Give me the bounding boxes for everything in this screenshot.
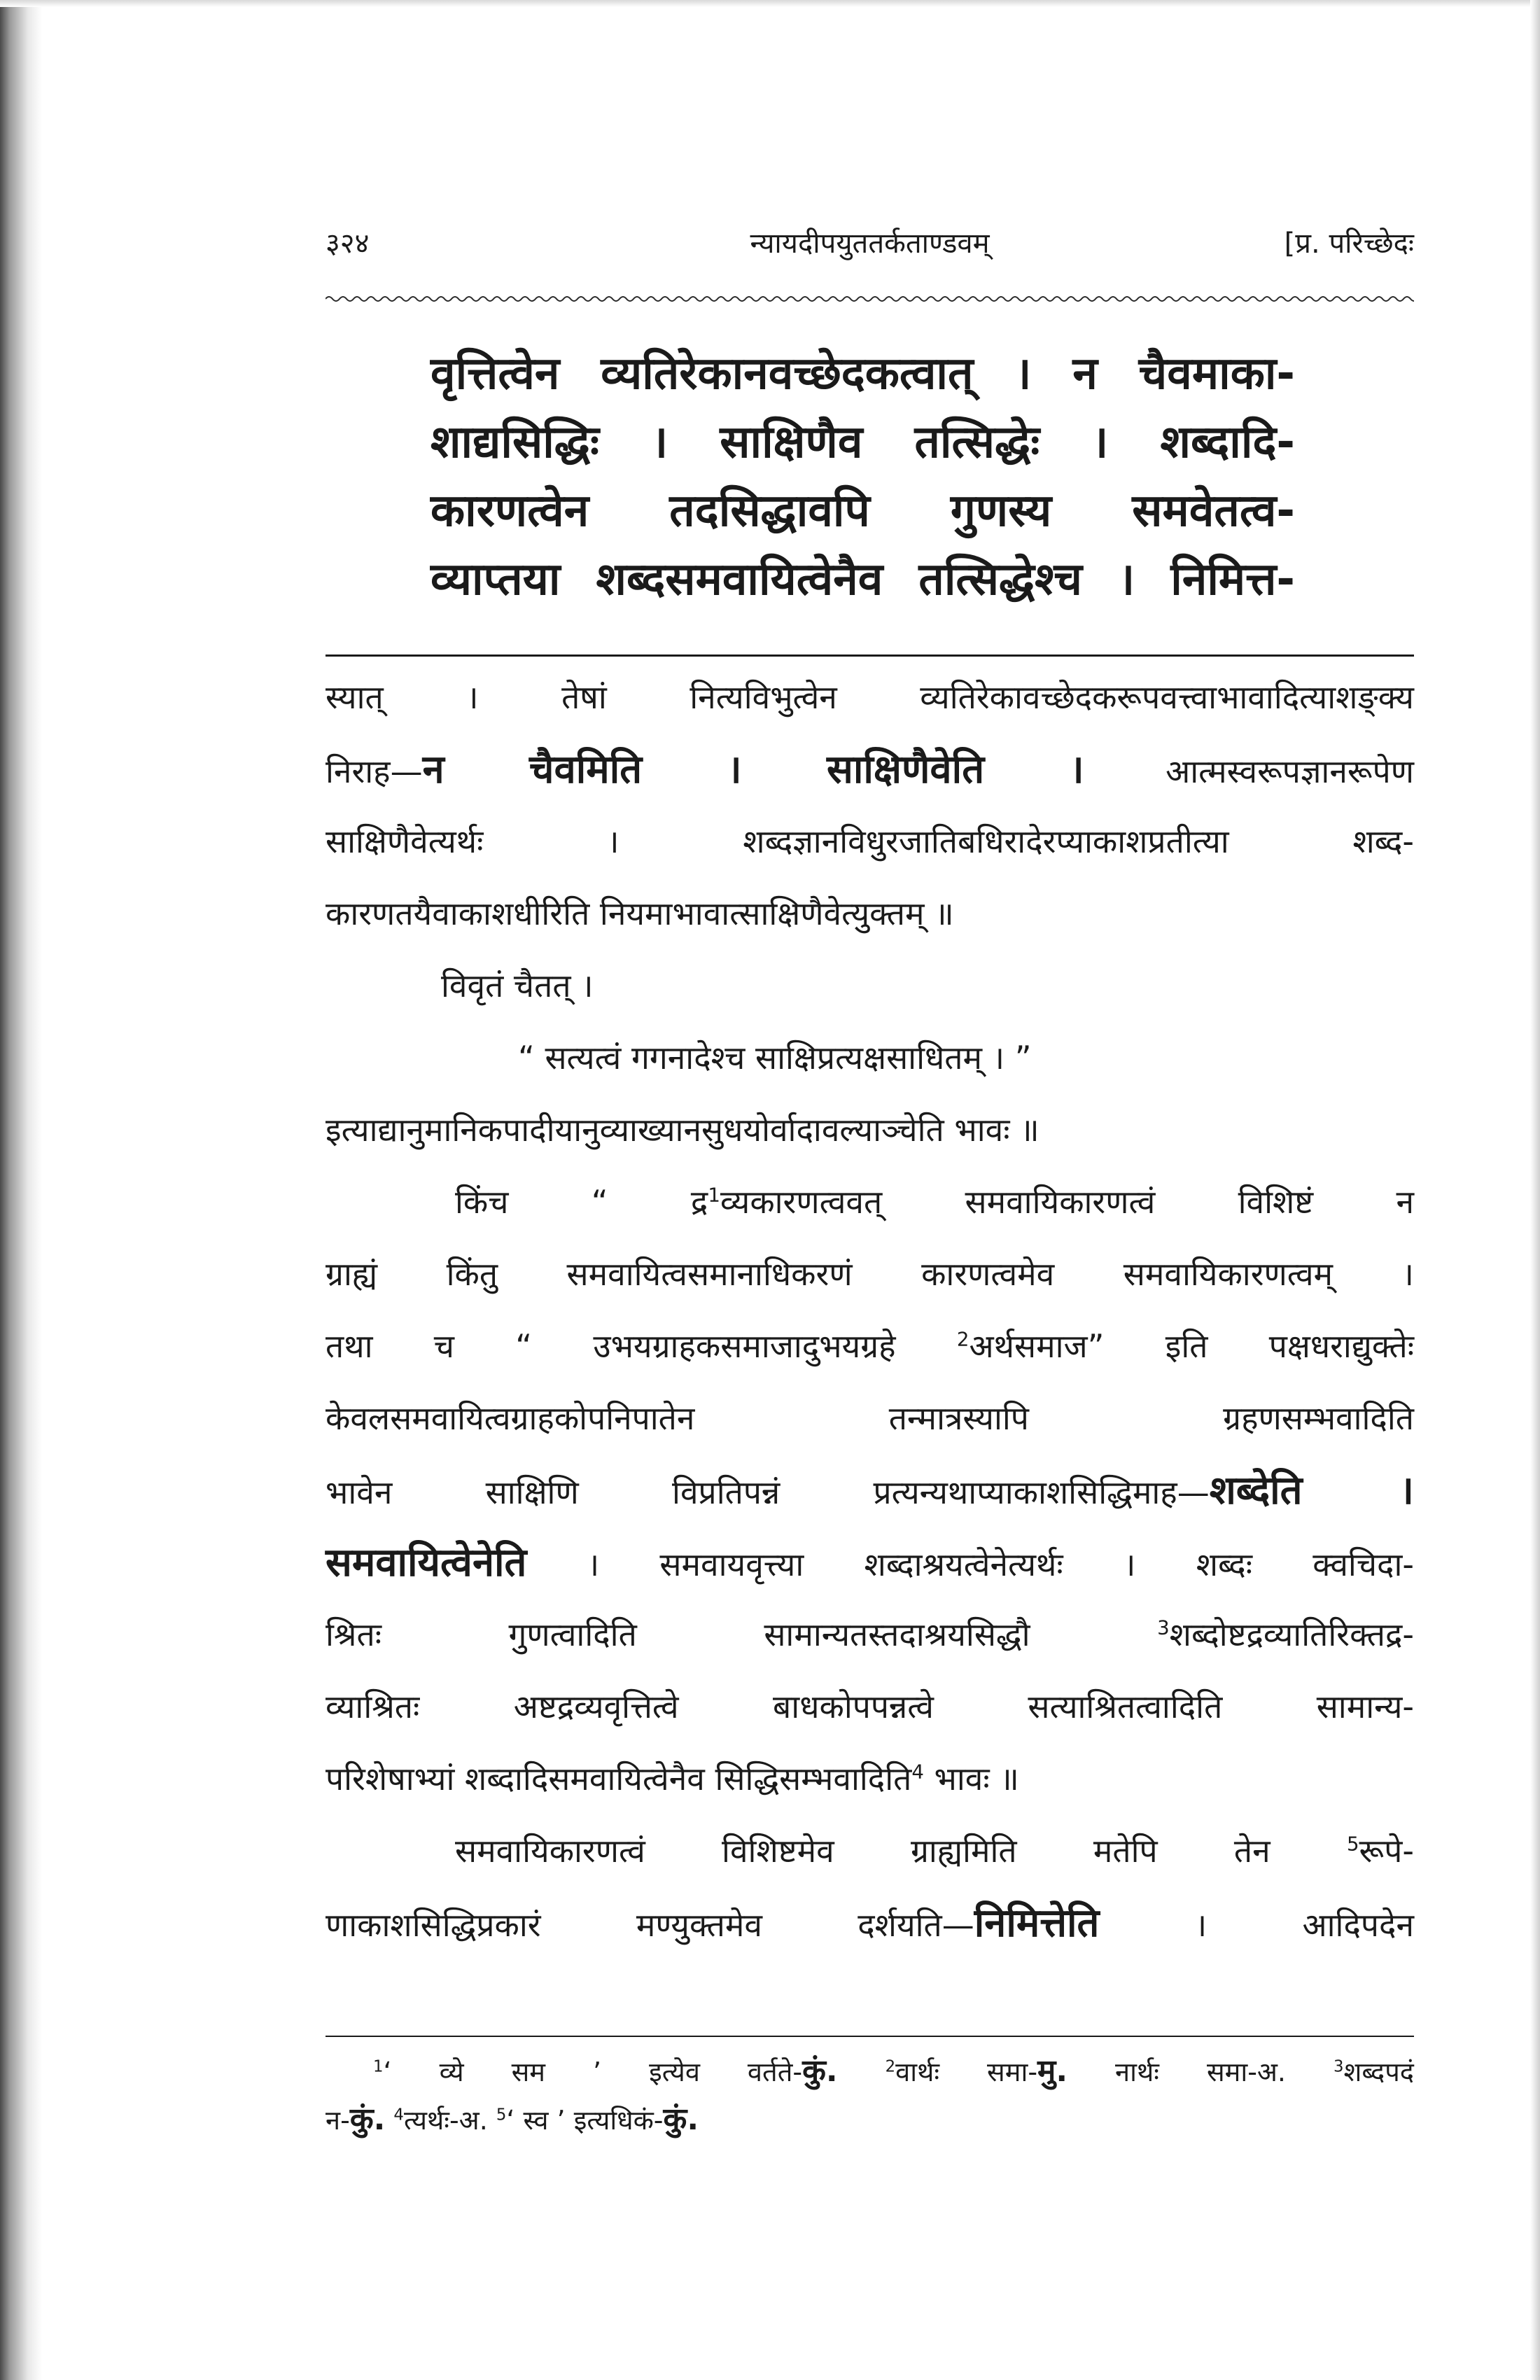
commentary-line: विवृतं चैतत् ।	[441, 967, 594, 1004]
lemma: निमित्तेति	[974, 1900, 1100, 1946]
commentary-line: केवलसमवायित्वग्राहकोपनिपातेन तन्मात्रस्यापि ग्रहणसम्भवादिति	[326, 1399, 1414, 1437]
main-verse-text	[430, 340, 1295, 614]
lemma: समवायित्वेनेति	[326, 1540, 527, 1586]
commentary-line: समवायिकारणत्वं विशिष्टमेव ग्राह्यमिति मतेपि तेन $^5$रूपे-	[455, 1832, 1414, 1870]
footnote-ref: 4	[911, 1760, 924, 1784]
main-text-line: व्याप्तया शब्दसमवायित्वेनैव तत्सिद्धेश्च । निमित्त-	[430, 554, 1295, 606]
commentary-text	[326, 662, 1414, 1959]
running-title: न्यायदीपयुततर्कताण्डवम्	[750, 227, 990, 260]
footnote-ref: 5	[1346, 1832, 1359, 1856]
lemma: न चैवमिति । साक्षिणैवेति ।	[422, 747, 1084, 792]
commentary-line: इत्याद्यानुमानिकपादीयानुव्याख्यानसुधयोर्वादावल्याञ्चेति भावः ॥	[326, 1111, 1040, 1149]
page-header	[326, 223, 1414, 265]
lemma: शब्देति ।	[1209, 1468, 1414, 1513]
commentary-line: स्यात् । तेषां नित्यविभुत्वेन व्यतिरेकावच्छेदकरूपवत्त्वाभावादित्याशङ्क्य	[326, 678, 1414, 716]
commentary-line: ग्राह्यं किंतु समवायित्वसमानाधिकरणं कारणत्वमेव समवायिकारणत्वम् ।	[326, 1255, 1414, 1293]
commentary-line: व्याश्रितः अष्टद्रव्यवृत्तित्वे बाधकोपपन्नत्वे सत्याश्रितत्वादिति सामान्य-	[326, 1688, 1414, 1726]
footnote-divider	[326, 2036, 1414, 2037]
commentary-line: तथा च “ उभयग्राहकसमाजादुभयग्रहे $^2$अर्थसमाज” इति पक्षधराद्युक्तेः	[326, 1327, 1414, 1365]
section-label: [प्र. परिच्छेदः	[1284, 227, 1414, 260]
footnote-line: $^1$‘ व्ये सम ’ इत्येव वर्तते-कुं. $^2$वार्थः समा-मु. नार्थः समा-अ. $^3$शब्दपदं	[373, 2053, 1414, 2089]
main-text-line: वृत्तित्वेन व्यतिरेकानवच्छेदकत्वात् । न चैवमाका-	[430, 348, 1295, 400]
footnote-ref: 1	[708, 1183, 720, 1207]
footnote-ref: 3	[1157, 1616, 1170, 1639]
commentary-line: भावेन साक्षिणि विप्रतिपन्नं प्रत्यन्यथाप्याकाशसिद्धिमाह—शब्देति ।	[326, 1468, 1414, 1513]
page-right-edge	[1530, 0, 1540, 2380]
commentary-line: कारणतयैवाकाशधीरिति नियमाभावात्साक्षिणैवेत्युक्तम् ॥	[326, 895, 954, 932]
commentary-line: समवायित्वेनेति । समवायवृत्त्या शब्दाश्रयत्वेनेत्यर्थः । शब्दः क्वचिदा-	[326, 1540, 1414, 1586]
main-commentary-divider	[326, 654, 1414, 657]
commentary-line: साक्षिणैवेत्यर्थः । शब्दज्ञानविधुरजातिबधिरादेरप्याकाशप्रतीत्या शब्द-	[326, 822, 1414, 860]
page-binding-shadow	[0, 0, 42, 2380]
commentary-line: श्रितः गुणत्वादिति सामान्यतस्तदाश्रयसिद्धौ $^3$शब्दोष्टद्रव्यातिरिक्तद्र-	[326, 1616, 1414, 1653]
main-text-line: शाद्यसिद्धिः । साक्षिणैव तत्सिद्धेः । शब्दादि-	[430, 416, 1295, 468]
header-wavy-rule	[326, 294, 1414, 304]
footnotes	[326, 2047, 1414, 2144]
commentary-line: किंच “ द्र$^1$व्यकारणत्ववत् समवायिकारणत्वं विशिष्टं न	[455, 1183, 1414, 1221]
commentary-line: णाकाशसिद्धिप्रकारं मण्युक्तमेव दर्शयति—निमित्तेति । आदिपदेन	[326, 1900, 1414, 1946]
page-top-edge	[0, 0, 1540, 7]
footnote-ref: 2	[956, 1327, 969, 1351]
commentary-line: परिशेषाभ्यां शब्दादिसमवायित्वेनैव सिद्धिसम्भवादिति$^4$ भावः ॥	[326, 1760, 1019, 1798]
footnote-line: न-कुं. $^4$त्यर्थः-अ. $^5$‘ स्व ’ इत्यधिकं-कुं.	[326, 2101, 699, 2137]
page-number: ३२४	[326, 227, 370, 260]
quoted-verse: “ सत्यत्वं गगनादेश्च साक्षिप्रत्यक्षसाधितम् । ”	[518, 1039, 1032, 1077]
main-text-line: कारणत्वेन तदसिद्धावपि गुणस्य समवेतत्व-	[430, 485, 1295, 537]
commentary-line: निराह—न चैवमिति । साक्षिणैवेति । आत्मस्वरूपज्ञानरूपेण	[326, 747, 1414, 792]
